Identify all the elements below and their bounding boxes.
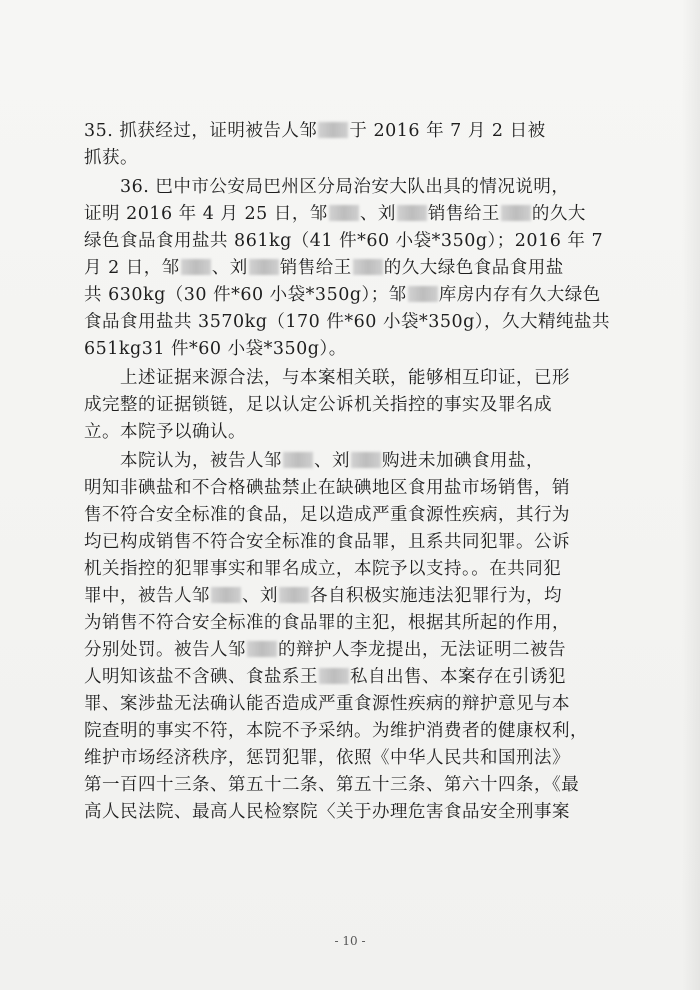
text-segment: 、刘 xyxy=(359,204,396,224)
redacted-name xyxy=(397,205,427,221)
text-segment: 售不符合安全标准的食品，足以造成严重食源性疾病，其行为 xyxy=(84,505,570,525)
redacted-name xyxy=(279,587,309,603)
text-segment: 651kg31 件*60 小袋*350g）。 xyxy=(84,339,347,359)
text-segment: 院查明的事实不符，本院不予采纳。为维护消费者的健康权利， xyxy=(84,721,588,741)
text-line xyxy=(84,610,586,637)
text-line xyxy=(84,583,586,610)
text-segment: 库房内存有久大绿色 xyxy=(438,285,601,305)
text-line xyxy=(84,691,586,718)
text-segment: 销售给王 xyxy=(279,258,352,278)
text-line xyxy=(84,255,586,282)
text-line xyxy=(84,118,586,145)
text-segment: 证明 2016 年 4 月 25 日，邹 xyxy=(84,204,328,224)
text-segment: 的久大绿色食品食用盐 xyxy=(383,258,564,278)
text-segment: 均已构成销售不符合安全标准的食品罪，且系共同犯罪。公诉 xyxy=(84,532,570,552)
text-segment: 的辩护人李龙提出，无法证明二被告 xyxy=(278,640,566,660)
text-line xyxy=(84,502,586,529)
text-line xyxy=(84,228,604,255)
redacted-name xyxy=(283,452,313,468)
text-segment: 第一百四十三条、第五十二条、第五十三条、第六十四条，《最 xyxy=(84,775,580,795)
text-segment: 、刘 xyxy=(211,258,248,278)
text-segment: 购进未加碘食用盐， xyxy=(382,451,544,471)
text-segment: 抓获。 xyxy=(84,148,138,168)
text-segment: 私自出售、本案存在引诱犯 xyxy=(350,667,566,687)
text-segment: 、刘 xyxy=(242,586,278,606)
redacted-name xyxy=(353,259,383,275)
text-line xyxy=(84,336,586,363)
text-segment: 明知非碘盐和不合格碘盐禁止在缺碘地区食用盐市场销售，销 xyxy=(84,478,570,498)
text-line xyxy=(84,145,586,172)
text-line xyxy=(84,664,586,691)
text-line xyxy=(84,718,586,745)
text-line xyxy=(84,637,586,664)
redacted-name xyxy=(319,668,349,684)
redacted-name xyxy=(318,122,348,138)
text-segment: 为销售不符合安全标准的食品罪的主犯，根据其所起的作用， xyxy=(84,613,570,633)
page-edge-shadow xyxy=(682,0,700,990)
text-segment: 分别处罚。被告人邹 xyxy=(84,640,246,660)
redacted-name xyxy=(249,259,279,275)
text-segment: 本院认为，被告人邹 xyxy=(84,451,282,471)
text-segment: 高人民法院、最高人民检察院〈关于办理危害食品安全刑事案 xyxy=(84,802,570,822)
text-segment: 共 630kg（30 件*60 小袋*350g）；邹 xyxy=(84,285,407,305)
text-line xyxy=(84,174,586,201)
text-line xyxy=(84,745,586,772)
text-segment: 罪、案涉盐无法确认能否造成严重食源性疾病的辩护意见与本 xyxy=(84,694,570,714)
text-segment: 于 2016 年 7 月 2 日被 xyxy=(349,121,546,141)
text-segment: 立。本院予以确认。 xyxy=(84,422,246,442)
redacted-name xyxy=(351,452,381,468)
text-line xyxy=(84,448,586,475)
redacted-name xyxy=(408,286,438,302)
text-segment: 35. 抓获经过，证明被告人邹 xyxy=(84,121,318,141)
text-line xyxy=(84,529,586,556)
text-line xyxy=(84,392,586,419)
text-segment: 月 2 日，邹 xyxy=(84,258,180,278)
text-line xyxy=(84,201,586,228)
page-number: - 10 - xyxy=(334,934,366,948)
text-line xyxy=(84,475,586,502)
text-segment: 绿色食品食用盐共 861kg（41 件*60 小袋*350g）；2016 年 7 xyxy=(84,231,604,251)
redacted-name xyxy=(501,205,531,221)
text-line xyxy=(84,799,586,826)
redacted-name xyxy=(181,259,211,275)
text-line xyxy=(84,282,601,309)
text-segment: 人明知该盐不含碘、食盐系王 xyxy=(84,667,318,687)
text-line xyxy=(84,365,586,392)
text-line xyxy=(84,772,586,799)
text-segment: 食品食用盐共 3570kg（170 件*60 小袋*350g），久大精纯盐共 xyxy=(84,312,611,332)
text-segment: 、刘 xyxy=(314,451,350,471)
text-segment: 36. 巴中市公安局巴州区分局治安大队出具的情况说明， xyxy=(84,177,570,197)
redacted-name xyxy=(211,587,241,603)
text-segment: 维护市场经济秩序，惩罚犯罪，依照《中华人民共和国刑法》 xyxy=(84,748,570,768)
text-line xyxy=(84,419,586,446)
text-line xyxy=(84,309,611,336)
text-segment: 的久大 xyxy=(531,204,586,224)
judgment-body-text xyxy=(84,118,611,826)
text-segment: 机关指控的犯罪事实和罪名成立，本院予以支持。。在共同犯 xyxy=(84,559,562,579)
text-line xyxy=(84,556,586,583)
text-segment: 成完整的证据锁链，足以认定公诉机关指控的事实及罪名成 xyxy=(84,395,552,415)
text-segment: 上述证据来源合法，与本案相关联，能够相互印证，已形 xyxy=(84,368,570,388)
redacted-name xyxy=(329,205,359,221)
redacted-name xyxy=(247,641,277,657)
text-segment: 罪中，被告人邹 xyxy=(84,586,210,606)
text-segment: 各自积极实施违法犯罪行为，均 xyxy=(310,586,562,606)
text-segment: 销售给王 xyxy=(427,204,500,224)
